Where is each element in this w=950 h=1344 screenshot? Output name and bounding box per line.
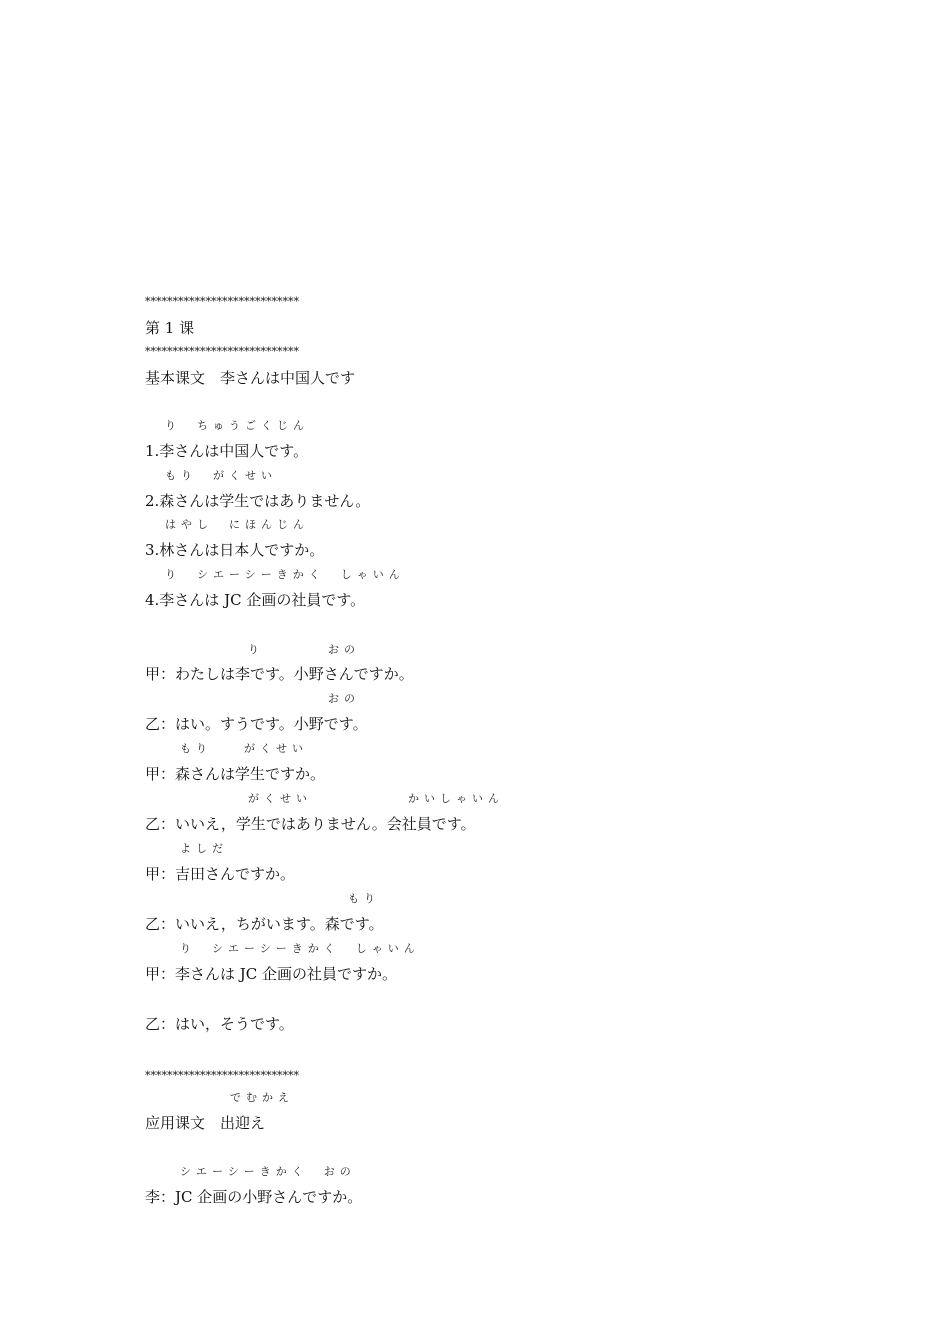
dialog-line: 甲：森さんは学生ですか。 — [145, 765, 326, 783]
dialog-line: 甲：わたしは李です。小野さんですか。 — [145, 665, 414, 683]
sentence: 4.李さんは JC 企画の社員です。 — [145, 591, 366, 609]
dialog-line: 乙：はい。すうです。小野です。 — [145, 715, 368, 733]
basic-text-title: 基本课文 李さんは中国人です — [145, 369, 356, 387]
furigana: り おの — [248, 643, 360, 656]
furigana: り ちゅうごくじん — [165, 419, 309, 432]
dialog-line: 甲：吉田さんですか。 — [145, 865, 296, 883]
furigana: もり — [348, 892, 380, 905]
dialog-line: 乙：いいえ，ちがいます。森です。 — [145, 915, 384, 933]
dialog-line: 乙：いいえ，学生ではありません。会社員です。 — [145, 815, 476, 833]
applied-text-title: 应用课文 出迎え — [145, 1114, 266, 1132]
separator-stars: **************************** — [145, 345, 299, 358]
furigana: もり がくせい — [165, 469, 277, 482]
sentence: 2.森さんは学生ではありません。 — [145, 492, 371, 510]
furigana: り シエーシーきかく しゃいん — [165, 568, 405, 581]
furigana: でむかえ — [230, 1091, 294, 1104]
furigana: はやし にほんじん — [165, 518, 309, 531]
furigana: り シエーシーきかく しゃいん — [180, 942, 420, 955]
furigana: おの — [328, 692, 360, 705]
sentence: 3.林さんは日本人ですか。 — [145, 541, 325, 559]
dialog-line: 甲：李さんは JC 企画の社員ですか。 — [145, 965, 398, 983]
separator-stars: **************************** — [145, 1069, 299, 1082]
separator-stars: **************************** — [145, 295, 299, 308]
furigana: シエーシーきかく おの — [180, 1165, 356, 1178]
sentence: 1.李さんは中国人です。 — [145, 442, 309, 460]
dialog-line: 乙：はい，そうです。 — [145, 1015, 294, 1033]
dialog-line: 李：JC 企画の小野さんですか。 — [145, 1188, 363, 1206]
lesson-heading: 第 1 课 — [145, 319, 195, 337]
furigana: がくせい かいしゃいん — [248, 792, 504, 805]
furigana: よしだ — [180, 842, 228, 855]
furigana: もり がくせい — [180, 742, 308, 755]
